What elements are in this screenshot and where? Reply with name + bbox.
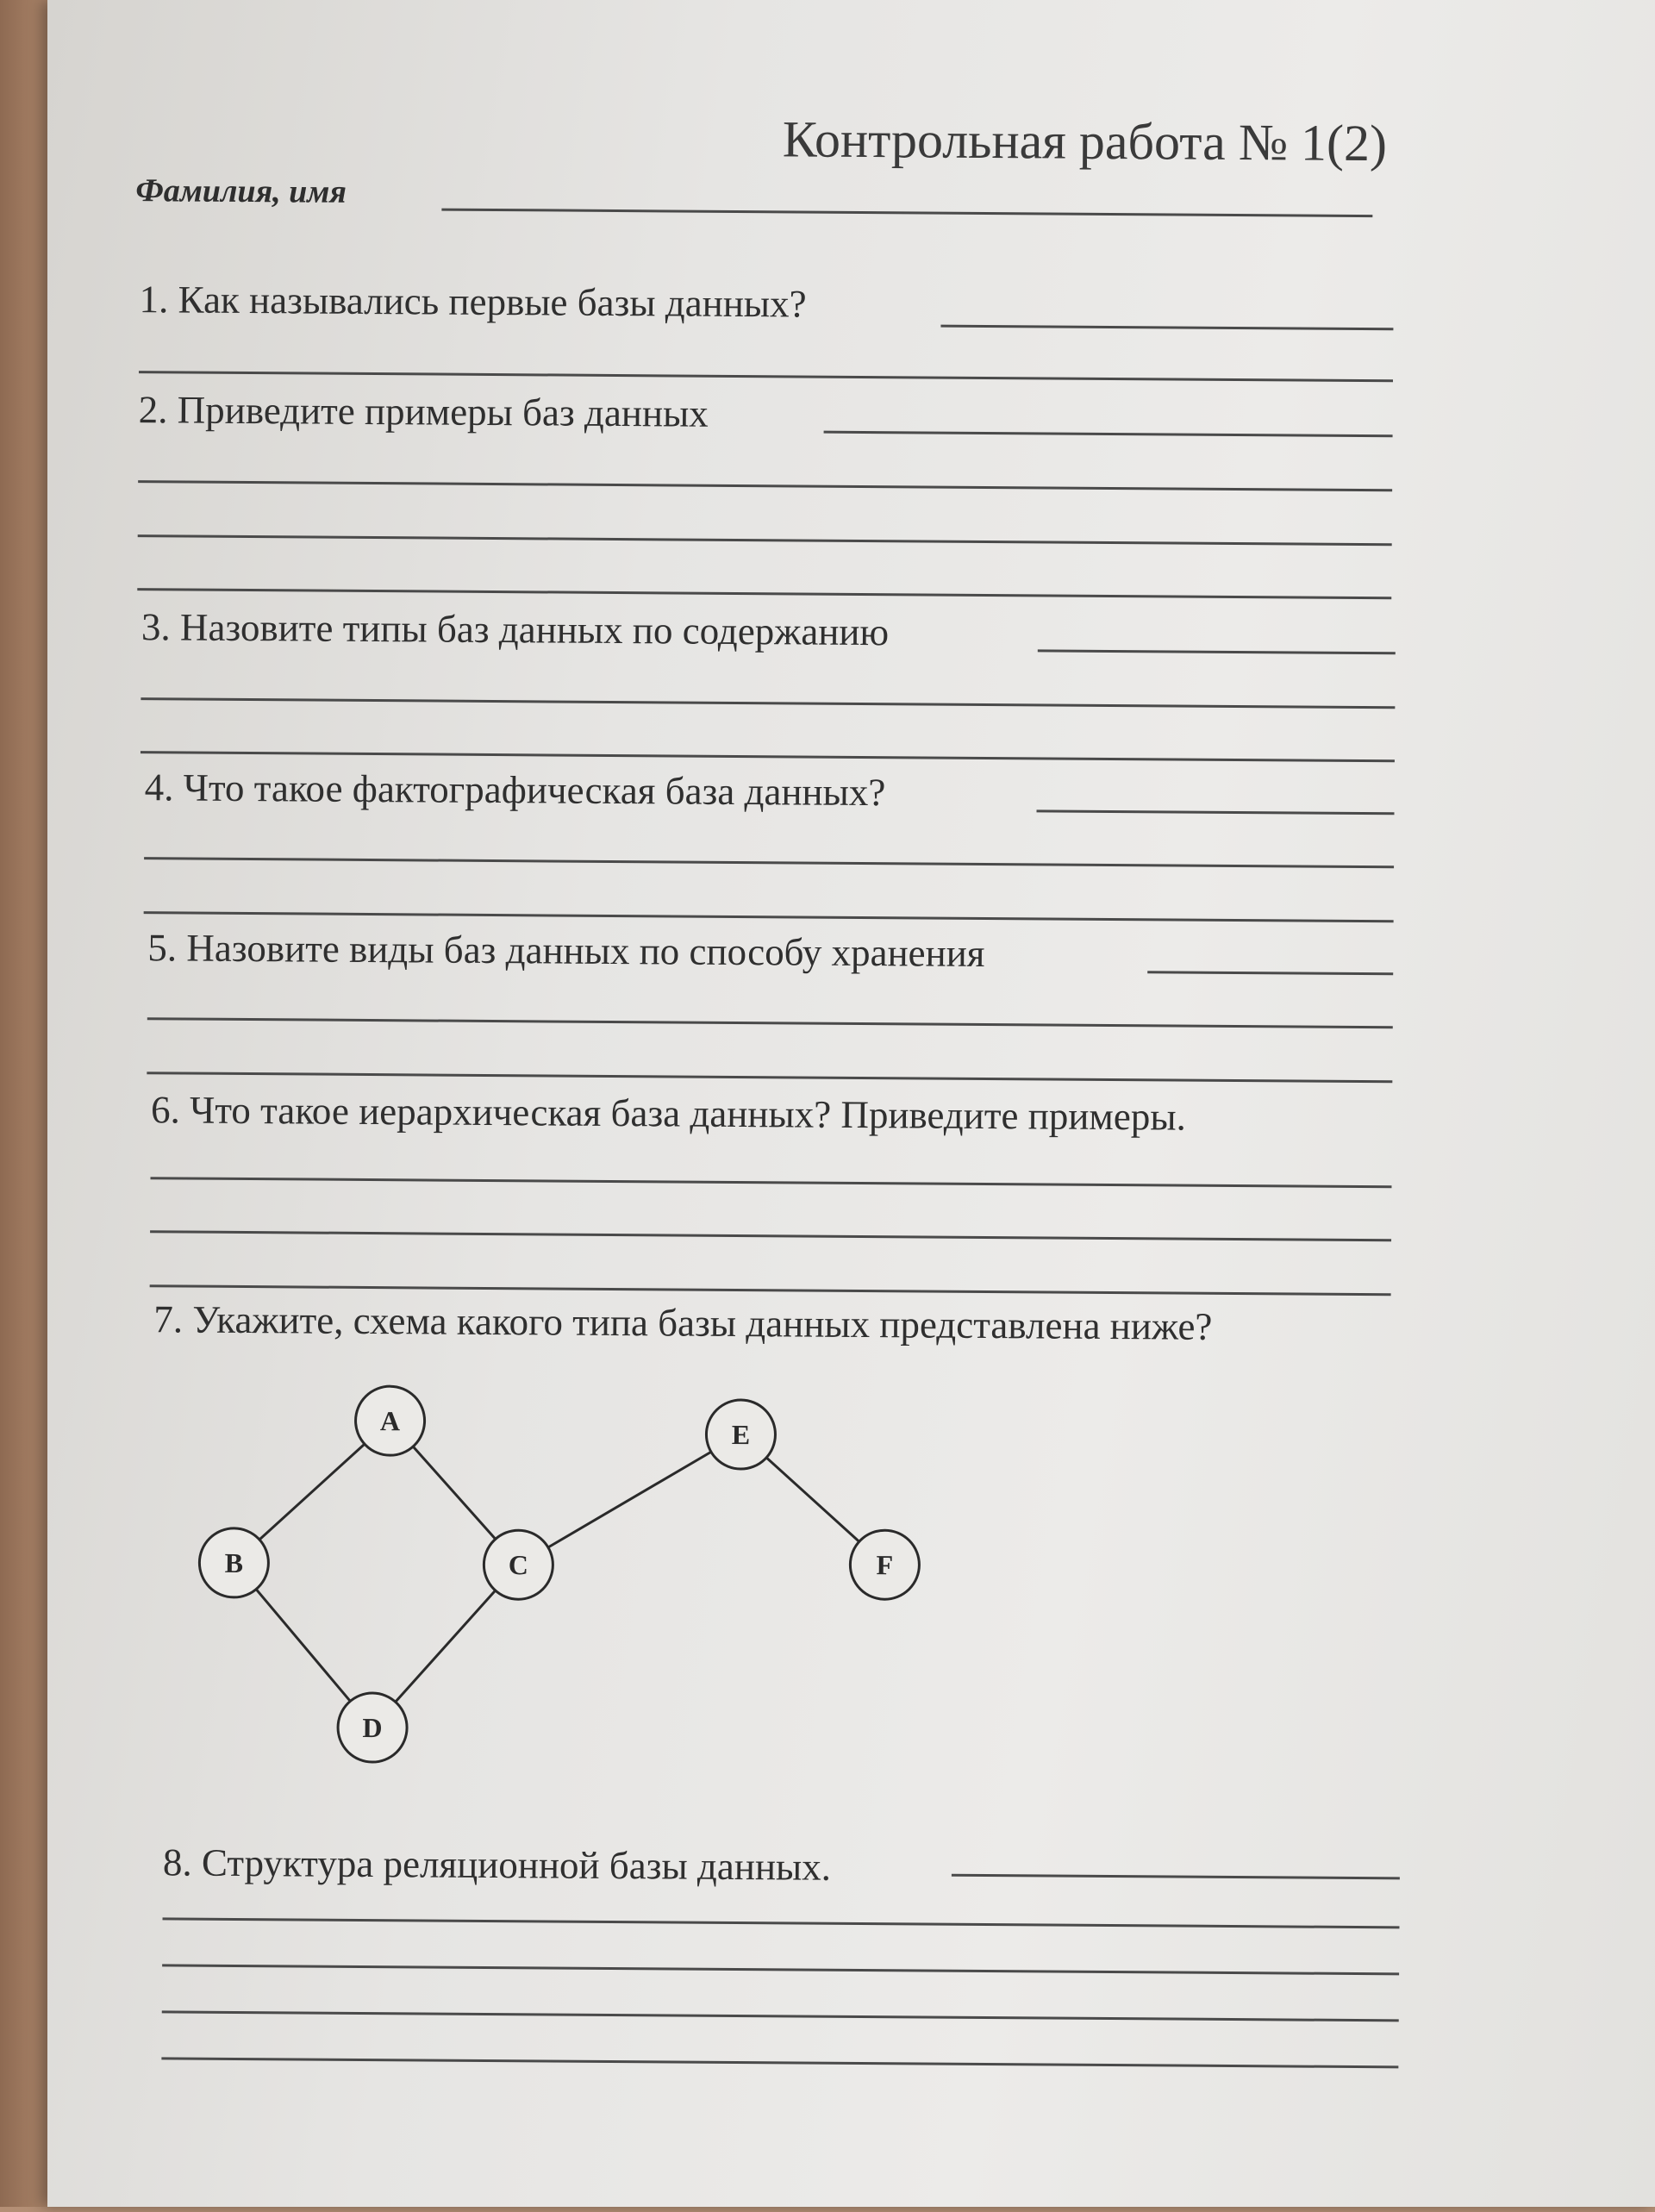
node-d [338, 1693, 408, 1763]
edge-c-e [548, 1451, 711, 1548]
node-label: E [731, 1418, 751, 1451]
edge-a-b [259, 1443, 365, 1540]
node-label: F [876, 1549, 894, 1581]
question-6: 6. Что такое иерархическая база данных? Приведите примеры. [150, 1088, 1187, 1139]
question-5: 5. Назовите виды баз данных по способу хранения [147, 926, 985, 975]
question-7: 7. Укажите, схема какого типа базы данных представлена ниже? [153, 1297, 1213, 1348]
question-4: 4. Что такое фактографическая база данных? [144, 765, 886, 815]
edge-b-d [255, 1590, 351, 1702]
name-label: Фамилия, имя [135, 172, 347, 210]
node-label: B [224, 1547, 244, 1578]
edge-e-f [765, 1458, 859, 1541]
worksheet-title: Контрольная работа № 1(2) [782, 110, 1388, 172]
node-c [484, 1530, 553, 1600]
question-8: 8. Структура реляционной базы данных. [162, 1840, 832, 1889]
edge-c-d [396, 1590, 496, 1703]
question-3: 3. Назовите типы баз данных по содержанию [141, 605, 890, 654]
node-label: D [362, 1711, 383, 1744]
node-label: A [379, 1405, 401, 1437]
node-b [199, 1528, 269, 1598]
edge-a-c [412, 1447, 496, 1539]
question-2: 2. Приведите примеры баз данных [138, 388, 709, 435]
node-e [706, 1400, 776, 1470]
node-label: C [508, 1549, 529, 1581]
node-a [355, 1386, 425, 1456]
node-f [850, 1530, 920, 1600]
question-1: 1. Как назывались первые базы данных? [139, 278, 807, 326]
